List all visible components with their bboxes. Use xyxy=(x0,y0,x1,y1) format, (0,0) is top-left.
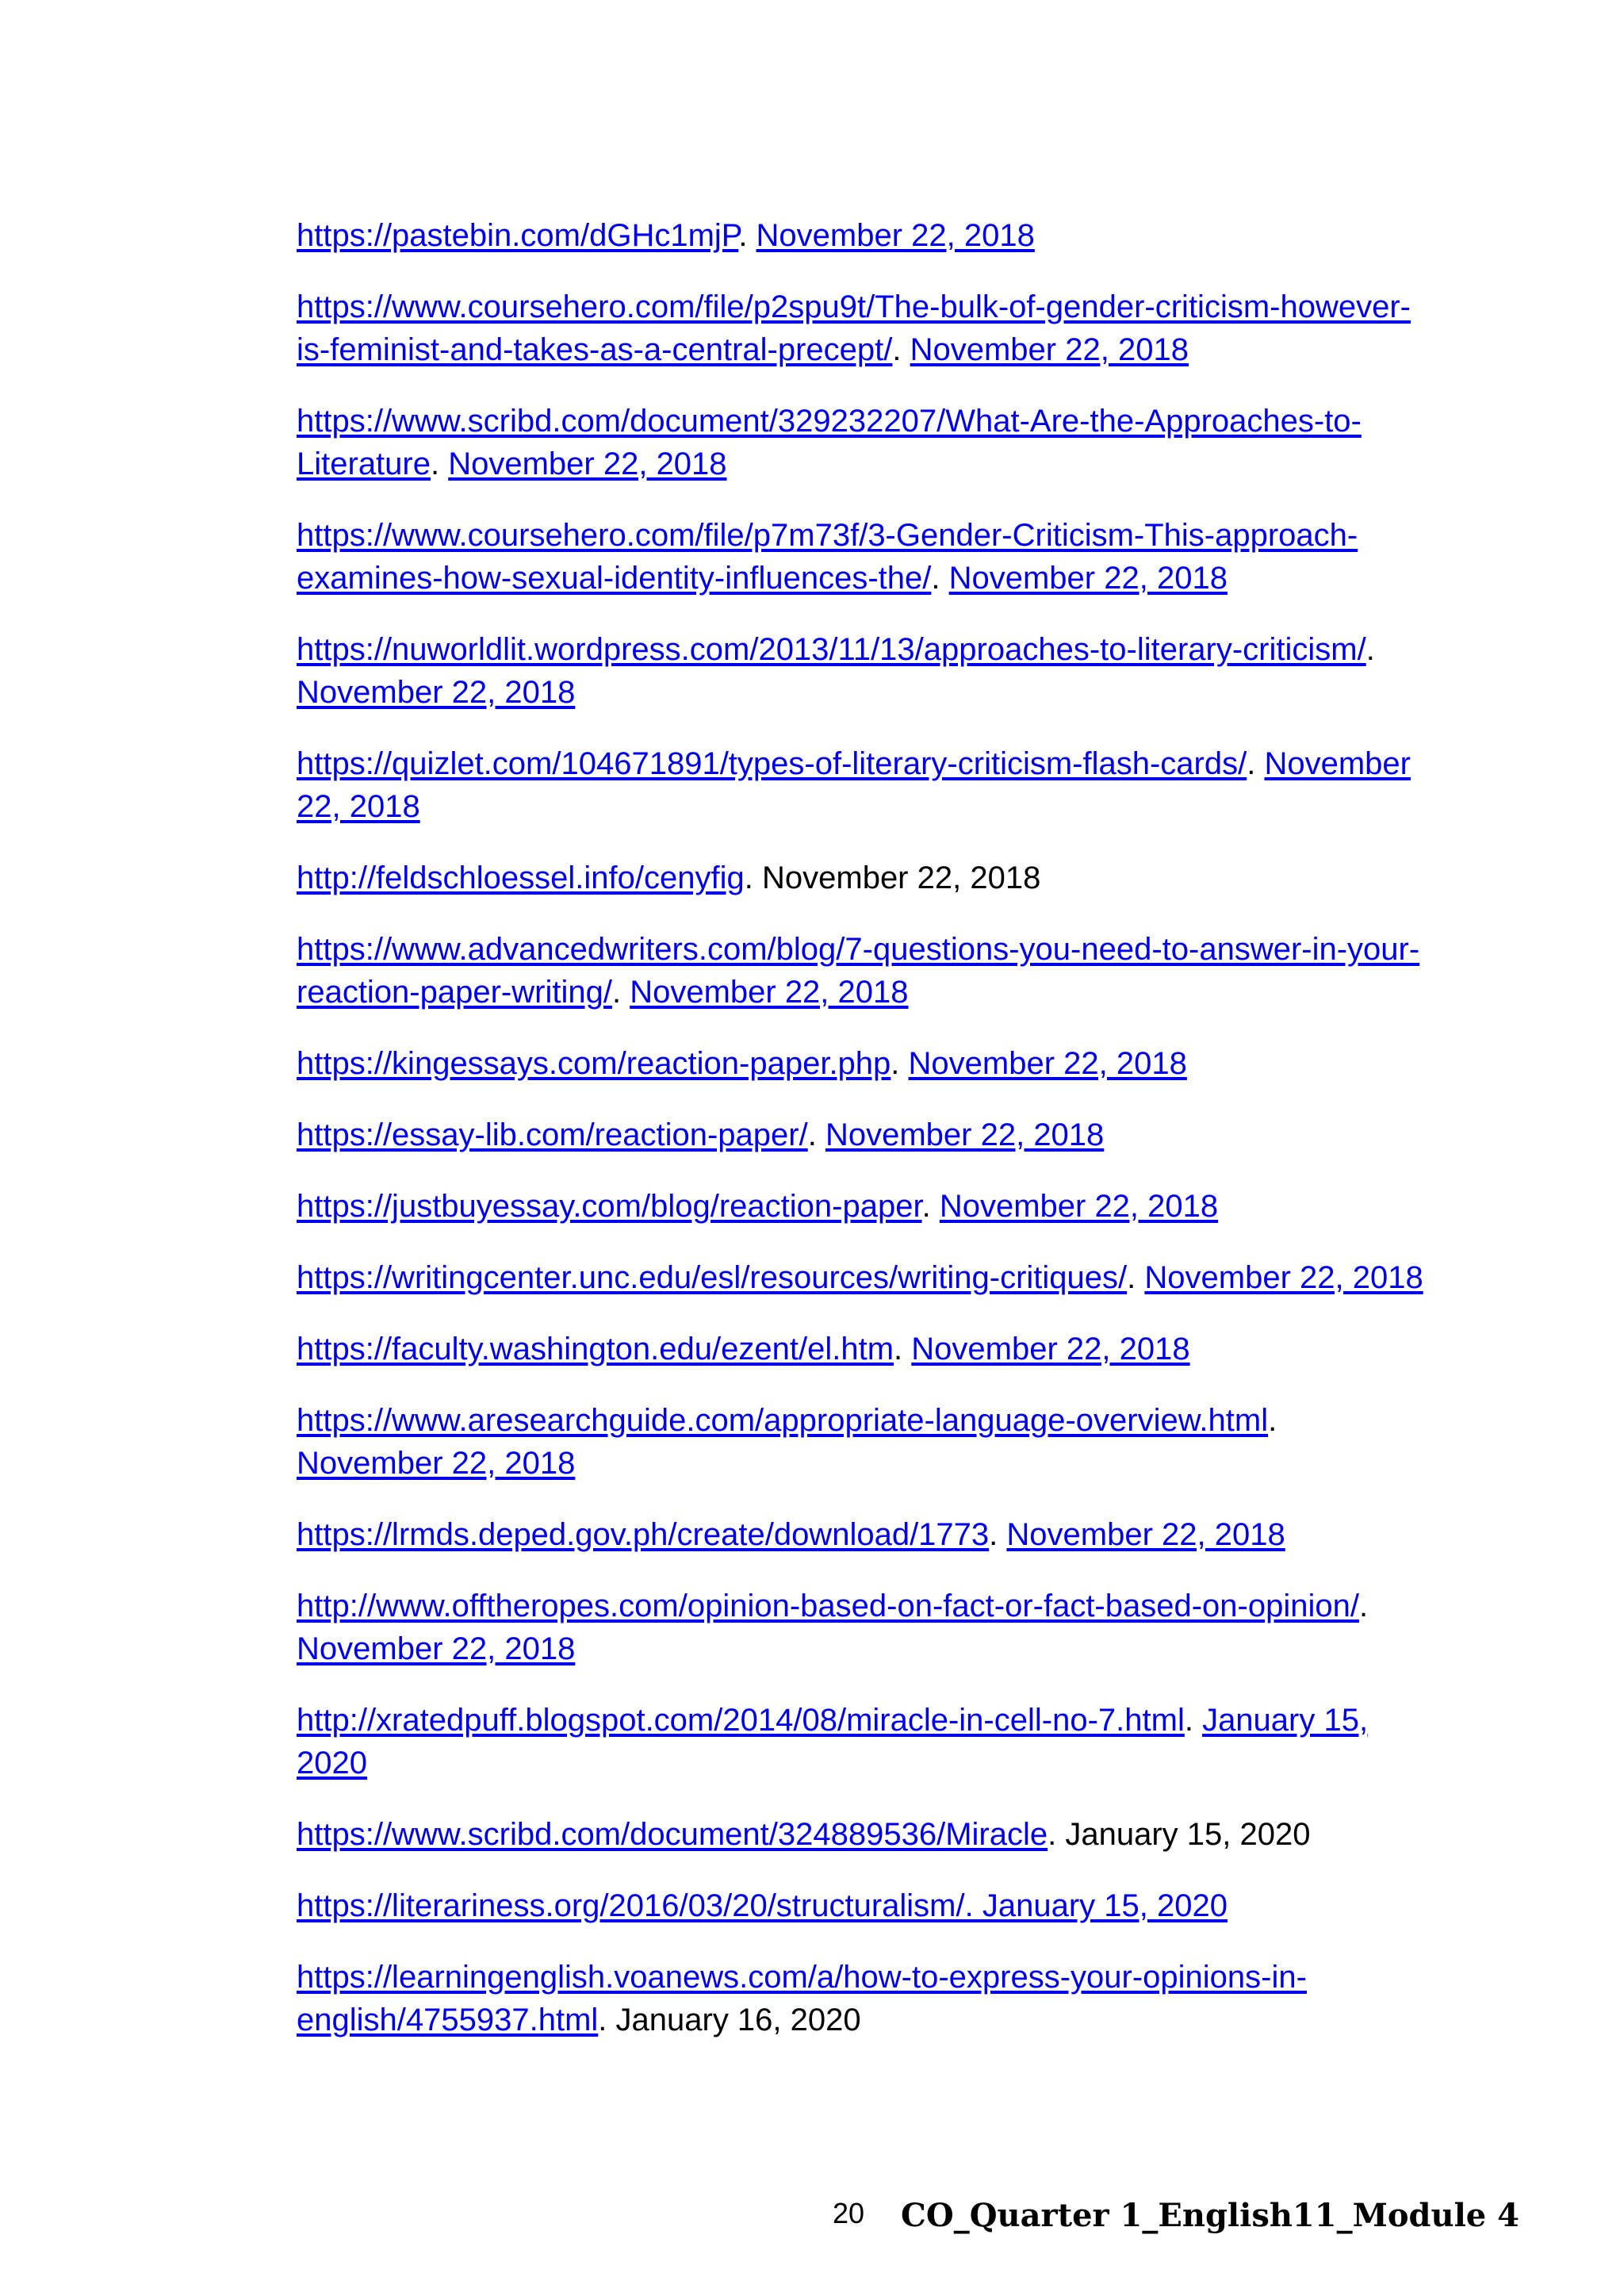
reference-text: . xyxy=(894,1332,912,1366)
reference-link[interactable]: November 22, 2018 xyxy=(825,1117,1105,1152)
reference-item xyxy=(297,1813,1431,1856)
reference-text: . xyxy=(807,1117,825,1152)
reference-link[interactable]: November 22, 2018 xyxy=(297,746,1411,824)
reference-text: . xyxy=(738,218,756,253)
reference-item xyxy=(297,400,1431,485)
reference-list xyxy=(297,214,1431,2070)
reference-link[interactable]: https://nuworldlit.wordpress.com/2013/11/13/approaches-to-literary-criticism/ xyxy=(297,632,1366,667)
reference-link[interactable]: https://pastebin.com/dGHc1mjP xyxy=(297,218,739,253)
reference-link[interactable]: https://learningenglish.voanews.com/a/how-to-express-your-opinions-in-english/4755937.html xyxy=(297,1960,1307,2037)
reference-text: . November 22, 2018 xyxy=(744,861,1041,895)
reference-link[interactable]: November 22, 2018 xyxy=(908,1046,1187,1081)
reference-link[interactable]: https://www.scribd.com/document/324889536/Miracle xyxy=(297,1817,1048,1852)
reference-item xyxy=(297,1956,1431,2041)
reference-item xyxy=(297,628,1431,714)
reference-link[interactable]: November 22, 2018 xyxy=(1006,1517,1285,1552)
reference-link[interactable]: https://justbuyessay.com/blog/reaction-paper xyxy=(297,1189,922,1224)
page-number: 20 xyxy=(832,2197,865,2229)
reference-link[interactable]: https://www.aresearchguide.com/appropriate-language-overview.html xyxy=(297,1403,1269,1438)
reference-link[interactable]: https://quizlet.com/104671891/types-of-literary-criticism-flash-cards/ xyxy=(297,746,1247,781)
reference-item xyxy=(297,928,1431,1014)
reference-text: . xyxy=(430,447,449,481)
reference-link[interactable]: https://www.scribd.com/document/329232207/What-Are-the-Approaches-to-Literature xyxy=(297,404,1362,481)
reference-text: . xyxy=(989,1517,1007,1552)
reference-text: . xyxy=(1247,746,1265,781)
reference-item xyxy=(297,1699,1431,1784)
reference-link[interactable]: November 22, 2018 xyxy=(297,675,576,710)
reference-link[interactable]: https://faculty.washington.edu/ezent/el.htm xyxy=(297,1332,894,1366)
reference-text: . xyxy=(1268,1403,1277,1438)
reference-text: . xyxy=(921,1189,940,1224)
reference-link[interactable]: November 22, 2018 xyxy=(297,1631,576,1666)
reference-link[interactable]: https://literariness.org/2016/03/20/structuralism/. January 15, 2020 xyxy=(297,1888,1228,1923)
reference-link[interactable]: November 22, 2018 xyxy=(911,1332,1190,1366)
reference-link[interactable]: https://www.advancedwriters.com/blog/7-questions-you-need-to-answer-in-your-reaction-paper-writing/ xyxy=(297,932,1420,1010)
module-title: CO_Quarter 1_English11_Module 4 xyxy=(901,2197,1519,2234)
reference-text: . xyxy=(891,1046,909,1081)
reference-text: . January 15, 2020 xyxy=(1048,1817,1311,1852)
reference-item xyxy=(297,214,1431,257)
reference-link[interactable]: https://www.coursehero.com/file/p7m73f/3-Gender-Criticism-This-approach-examines-how-sexual-identity-influences-the/ xyxy=(297,518,1358,596)
reference-text: . xyxy=(1365,632,1375,667)
reference-text: . xyxy=(1184,1703,1203,1738)
reference-link[interactable]: November 22, 2018 xyxy=(756,218,1035,253)
reference-item xyxy=(297,1585,1431,1670)
reference-item xyxy=(297,1513,1431,1556)
reference-link[interactable]: November 22, 2018 xyxy=(1144,1260,1423,1295)
reference-link[interactable]: https://writingcenter.unc.edu/esl/resources/writing-critiques/ xyxy=(297,1260,1128,1295)
reference-item xyxy=(297,1114,1431,1156)
reference-item xyxy=(297,1328,1431,1370)
reference-item xyxy=(297,1042,1431,1085)
reference-link[interactable]: https://kingessays.com/reaction-paper.php xyxy=(297,1046,891,1081)
reference-text: . xyxy=(892,332,910,367)
reference-item xyxy=(297,1256,1431,1299)
reference-link[interactable]: https://lrmds.deped.gov.ph/create/download/1773 xyxy=(297,1517,990,1552)
reference-link[interactable]: https://essay-lib.com/reaction-paper/ xyxy=(297,1117,808,1152)
reference-item xyxy=(297,1884,1431,1927)
reference-link[interactable]: http://xratedpuff.blogspot.com/2014/08/miracle-in-cell-no-7.html xyxy=(297,1703,1185,1738)
reference-text: . xyxy=(1127,1260,1145,1295)
reference-link[interactable]: November 22, 2018 xyxy=(630,975,909,1010)
reference-item xyxy=(297,1399,1431,1485)
reference-link[interactable]: http://feldschloessel.info/cenyfig xyxy=(297,861,745,895)
reference-item xyxy=(297,286,1431,371)
reference-link[interactable]: January 15, 2020 xyxy=(297,1703,1369,1780)
reference-link[interactable]: http://www.offtheropes.com/opinion-based-on-fact-or-fact-based-on-opinion/ xyxy=(297,1589,1359,1623)
reference-link[interactable]: November 22, 2018 xyxy=(448,447,727,481)
reference-item xyxy=(297,1185,1431,1228)
reference-text: . xyxy=(1358,1589,1369,1623)
reference-item xyxy=(297,514,1431,600)
reference-text: . January 16, 2020 xyxy=(598,2003,861,2037)
reference-link[interactable]: November 22, 2018 xyxy=(939,1189,1219,1224)
reference-item xyxy=(297,857,1431,899)
reference-link[interactable]: November 22, 2018 xyxy=(910,332,1189,367)
reference-link[interactable]: https://www.coursehero.com/file/p2spu9t/The-bulk-of-gender-criticism-however-is-feminist-and-takes-as-a-central-precept/ xyxy=(297,289,1411,367)
reference-text: . xyxy=(931,561,949,596)
reference-text: . xyxy=(611,975,630,1010)
reference-item xyxy=(297,742,1431,828)
reference-link[interactable]: November 22, 2018 xyxy=(948,561,1228,596)
reference-link[interactable]: November 22, 2018 xyxy=(297,1446,576,1481)
